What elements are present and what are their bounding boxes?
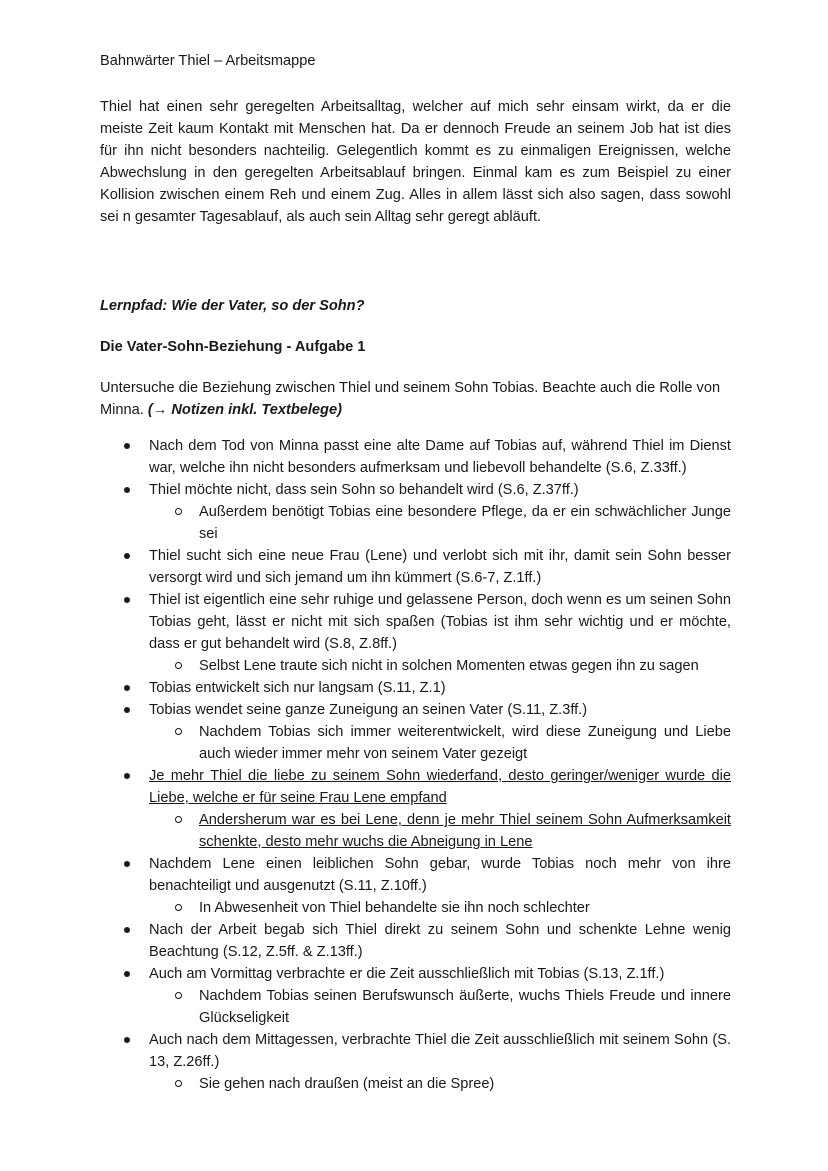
sub-note-text: Sie gehen nach draußen (meist an die Spree) <box>199 1076 495 1092</box>
note-text: Thiel möchte nicht, dass sein Sohn so behandelt wird (S.6, Z.37ff.) <box>149 482 579 498</box>
sub-note-item <box>149 655 731 677</box>
sub-notes-list <box>149 655 731 677</box>
sub-note-text: Außerdem benötigt Tobias eine besondere Pflege, da er ein schwächlicher Junge sei <box>199 504 731 542</box>
note-item <box>100 545 731 589</box>
note-item <box>100 963 731 1029</box>
sub-notes-list <box>149 721 731 765</box>
sub-note-text: Nachdem Tobias sich immer weiterentwickelt, wird diese Zuneigung und Liebe auch wieder immer mehr von seinem Vater gezeigt <box>199 724 731 762</box>
sub-note-item <box>149 1073 731 1095</box>
intro-line: sei n gesamter Tagesablauf, als auch sein Alltag sehr geregt abläuft. <box>100 209 542 225</box>
sub-note-text: Andersherum war es bei Lene, denn je mehr Thiel seinem Sohn Aufmerksamkeit schenkte, desto mehr wuchs die Abneigung in Lene <box>199 812 731 850</box>
note-item <box>100 765 731 853</box>
page-header: Bahnwärter Thiel – Arbeitsmappe <box>100 53 316 69</box>
note-item <box>100 677 731 699</box>
task-instruction <box>100 377 731 421</box>
note-item <box>100 435 731 479</box>
intro-line: für ihn nicht besonders nachteilig. Gelegentlich kommt es zu einmaligen Ereignissen, welche <box>100 143 731 159</box>
note-text: Nach der Arbeit begab sich Thiel direkt zu seinem Sohn und schenkte Lehne wenig Beachtung (S.12, Z.5ff. & Z.13ff.) <box>149 922 731 960</box>
sub-note-item <box>149 501 731 545</box>
aufgabe-heading: Die Vater-Sohn-Beziehung - Aufgabe 1 <box>100 339 366 355</box>
sub-notes-list <box>149 809 731 853</box>
note-text: Auch am Vormittag verbrachte er die Zeit ausschließlich mit Tobias (S.13, Z.1ff.) <box>149 966 665 982</box>
note-item <box>100 853 731 919</box>
sub-note-text: Selbst Lene traute sich nicht in solchen Momenten etwas gegen ihn zu sagen <box>199 658 699 674</box>
task-emphasis: (→ Notizen inkl. Textbelege) <box>147 402 342 418</box>
intro-paragraph <box>100 96 731 228</box>
notes-list <box>100 435 731 1095</box>
sub-note-item <box>149 985 731 1029</box>
note-text: Tobias wendet seine ganze Zuneigung an seinen Vater (S.11, Z.3ff.) <box>149 702 588 718</box>
sub-note-text: In Abwesenheit von Thiel behandelte sie ihn noch schlechter <box>199 900 590 916</box>
note-item <box>100 1029 731 1095</box>
note-text: Thiel sucht sich eine neue Frau (Lene) und verlobt sich mit ihr, damit sein Sohn besser versorgt wird und sich jemand um ihn kümmert (S.6-7, Z.1ff.) <box>149 548 731 586</box>
note-item <box>100 699 731 765</box>
intro-line: meiste Zeit kaum Kontakt mit Menschen hat. Da er dennoch Freude an seinem Job hat ist dies <box>100 121 731 137</box>
sub-notes-list <box>149 501 731 545</box>
note-text: Auch nach dem Mittagessen, verbrachte Thiel die Zeit ausschließlich mit seinem Sohn (S. 13, Z.26ff.) <box>149 1032 731 1070</box>
note-text: Je mehr Thiel die liebe zu seinem Sohn wiederfand, desto geringer/weniger wurde die Liebe, welche er für seine Frau Lene empfand <box>149 768 731 806</box>
note-text: Nachdem Lene einen leiblichen Sohn gebar, wurde Tobias noch mehr von ihre benachteiligt und ausgenutzt (S.11, Z.10ff.) <box>149 856 731 894</box>
sub-notes-list <box>149 1073 731 1095</box>
lernpfad-heading: Lernpfad: Wie der Vater, so der Sohn? <box>100 298 365 314</box>
sub-note-item <box>149 809 731 853</box>
intro-line: Thiel hat einen sehr geregelten Arbeitsalltag, welcher auf mich sehr einsam wirkt, da er die <box>100 99 731 115</box>
sub-notes-list <box>149 897 731 919</box>
note-item <box>100 589 731 677</box>
task-text: Untersuche die Beziehung zwischen Thiel und seinem Sohn Tobias. Beachte auch die Rolle von Minna. <box>100 380 721 418</box>
sub-note-text: Nachdem Tobias seinen Berufswunsch äußerte, wuchs Thiels Freude und innere Glückseligkeit <box>199 988 731 1026</box>
note-item <box>100 479 731 545</box>
note-text: Tobias entwickelt sich nur langsam (S.11, Z.1) <box>149 680 446 696</box>
note-item <box>100 919 731 963</box>
sub-note-item <box>149 897 731 919</box>
intro-line: Abwechslung in den geregelten Arbeitsablauf bringen. Einmal kam es zum Beispiel zu einer <box>100 165 731 181</box>
note-text: Thiel ist eigentlich eine sehr ruhige und gelassene Person, doch wenn es um seinen Sohn Tobias geht, lässt er nicht mit sich spaßen (Tobias ist ihm sehr wichtig und er möchte, dass er gut behandelt wird (S.8, Z.8ff.) <box>149 592 731 652</box>
sub-notes-list <box>149 985 731 1029</box>
intro-line: Kollision zwischen einem Reh und einem Zug. Alles in allem lässt sich also sagen, dass sowohl <box>100 187 731 203</box>
sub-note-item <box>149 721 731 765</box>
note-text: Nach dem Tod von Minna passt eine alte Dame auf Tobias auf, während Thiel im Dienst war, welche ihn nicht besonders aufmerksam und liebevoll behandelte (S.6, Z.33ff.) <box>149 438 731 476</box>
